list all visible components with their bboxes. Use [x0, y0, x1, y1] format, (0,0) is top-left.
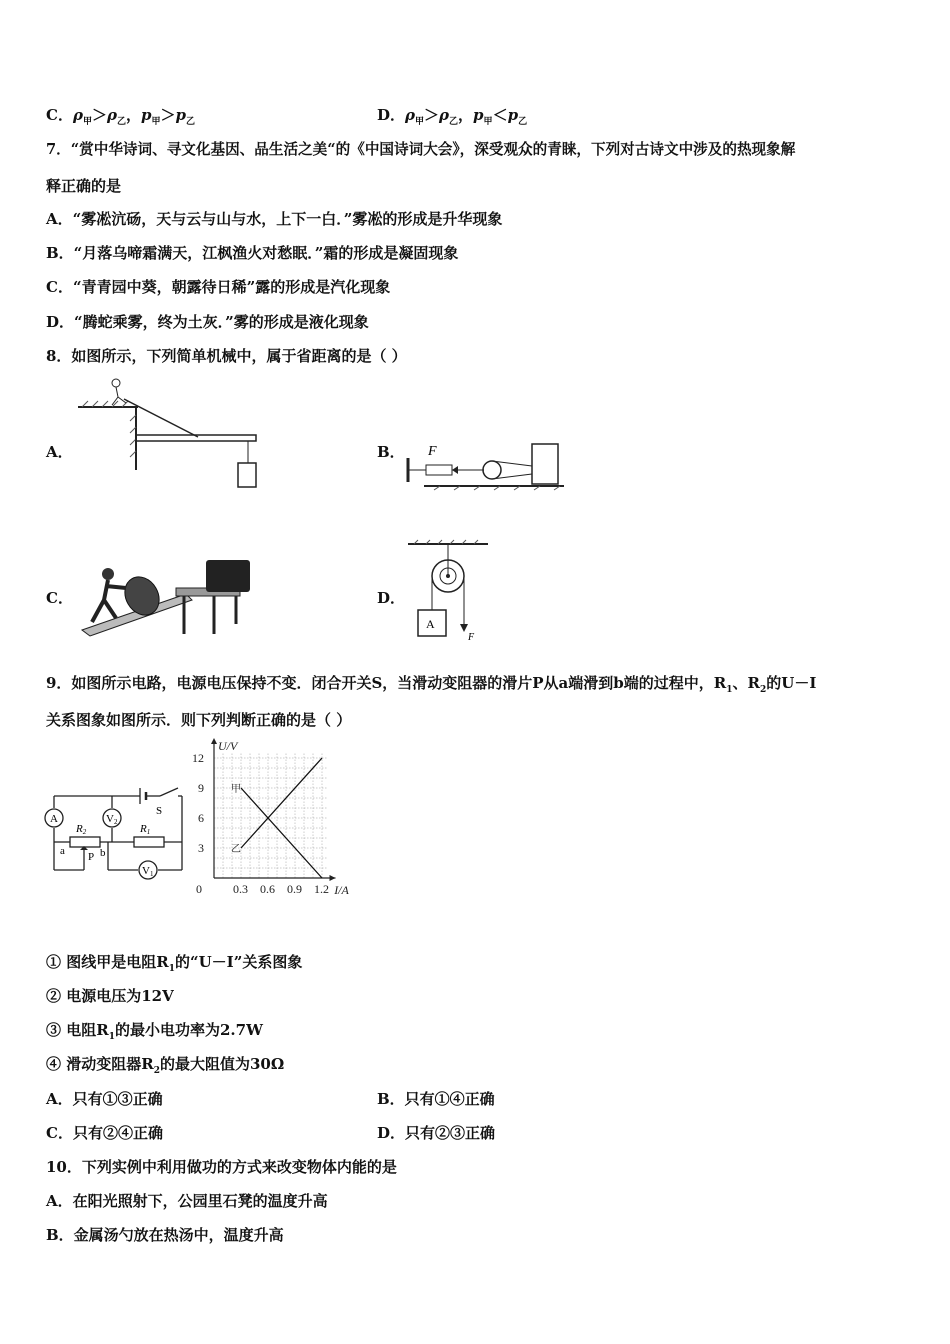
slider-p-label: P — [88, 851, 95, 863]
q9-option-a: A．只有①③正确 — [46, 1090, 163, 1108]
q10-option-a: A．在阳光照射下，公园里石凳的温度升高 — [46, 1192, 328, 1210]
q9-option-d: D．只有②③正确 — [377, 1124, 496, 1142]
r2-label: R2 — [76, 823, 87, 836]
q7-option-c: C．“青青园中葵，朝露待日稀”露的形成是汽化现象 — [46, 278, 391, 296]
block-a-label: A — [426, 617, 435, 631]
voltmeter-v1-label: V1 — [142, 865, 154, 878]
u-i-chart — [188, 736, 360, 902]
q9-option-c: C．只有②④正确 — [46, 1124, 163, 1142]
switch-label: S — [156, 805, 163, 817]
q7-option-d: D．“腾蛇乘雾，终为土灰．”雾的形成是液化现象 — [46, 313, 369, 331]
ammeter-label: A — [50, 813, 58, 825]
force-f-label: F — [428, 444, 437, 459]
r1-label: R1 — [140, 823, 151, 836]
q9-option-b: B．只有①④正确 — [377, 1090, 495, 1108]
inclined-plane-figure — [76, 558, 256, 638]
q8-label-d: D． — [377, 589, 406, 607]
q9-statement-1: ① 图线甲是电阻$R_1$的“U－I”关系图象 — [46, 953, 303, 974]
series-label: 乙 — [231, 844, 241, 855]
y-tick-label: 9 — [198, 781, 204, 795]
x-axis-label: I/A — [334, 883, 349, 897]
y-tick-label: 6 — [198, 811, 204, 825]
q10-option-b: B．金属汤勺放在热汤中，温度升高 — [46, 1226, 284, 1244]
x-tick-label: 0.9 — [287, 882, 302, 896]
voltmeter-v2-label: V2 — [106, 813, 118, 826]
y-axis-label: U/V — [218, 739, 238, 753]
q8-label-c: C． — [46, 589, 73, 607]
x-tick-label: 1.2 — [314, 882, 329, 896]
series-label: 甲 — [231, 784, 241, 795]
force-label: F — [468, 632, 475, 642]
x-tick-label: 0.3 — [233, 882, 248, 896]
q9-statement-4: ④ 滑动变阻器$R_2$的最大阻值为30Ω — [46, 1055, 285, 1076]
q9-statement-3: ③ 电阻$R_1$的最小电功率为2.7W — [46, 1021, 263, 1042]
q10-stem: 10．下列实例中利用做功的方式来改变物体内能的是 — [46, 1158, 397, 1176]
q6-option-c: C．$\rho_甲>\rho_乙$，$p_甲>p_乙$ — [46, 106, 196, 127]
q7-stem-line2: 释正确的是 — [46, 177, 122, 195]
q8-stem: 8．如图所示，下列简单机械中，属于省距离的是（ ） — [46, 347, 407, 365]
x-axis-arrow — [330, 875, 336, 881]
q8-label-b: B． — [377, 443, 405, 461]
x-tick-label: 0.6 — [260, 882, 275, 896]
circuit-diagram — [44, 780, 194, 890]
terminal-b-label: b — [100, 847, 106, 859]
y-tick-label: 3 — [198, 841, 204, 855]
q6-option-d: D．$\rho_甲>\rho_乙$，$p_甲<p_乙$ — [377, 106, 528, 127]
lever-figure — [78, 375, 268, 495]
pulley-horizontal-figure — [404, 438, 570, 494]
q7-stem-line1: 7．“赏中华诗词、寻文化基因、品生活之美“的《中国诗词大会》，深受观众的青睐，下列对古诗文中涉及的热现象解 — [46, 141, 796, 158]
q9-statement-2: ② 电源电压为12V — [46, 987, 174, 1005]
q9-stem-line1: 9．如图所示电路，电源电压保持不变．闭合开关S，当滑动变阻器的滑片P从a端滑到b端的过程中，$R_1$、$R_2$的U－I — [46, 674, 817, 695]
q7-option-b: B．“月落乌啼霜满天，江枫渔火对愁眠．”霜的形成是凝固现象 — [46, 244, 459, 262]
y-tick-label: 12 — [192, 751, 204, 765]
terminal-a-label: a — [60, 845, 65, 857]
q8-label-a: A． — [46, 443, 73, 461]
q9-stem-line2: 关系图象如图所示．则下列判断正确的是（ ） — [46, 711, 352, 729]
series-line — [241, 758, 322, 848]
y-axis-arrow — [211, 738, 217, 744]
series-line — [241, 788, 322, 878]
pulley-vertical-figure — [404, 538, 494, 642]
q7-option-a: A．“雾凇沆砀，天与云与山与水，上下一白．”雾凇的形成是升华现象 — [46, 210, 503, 228]
x-tick-label: 0 — [196, 882, 202, 896]
